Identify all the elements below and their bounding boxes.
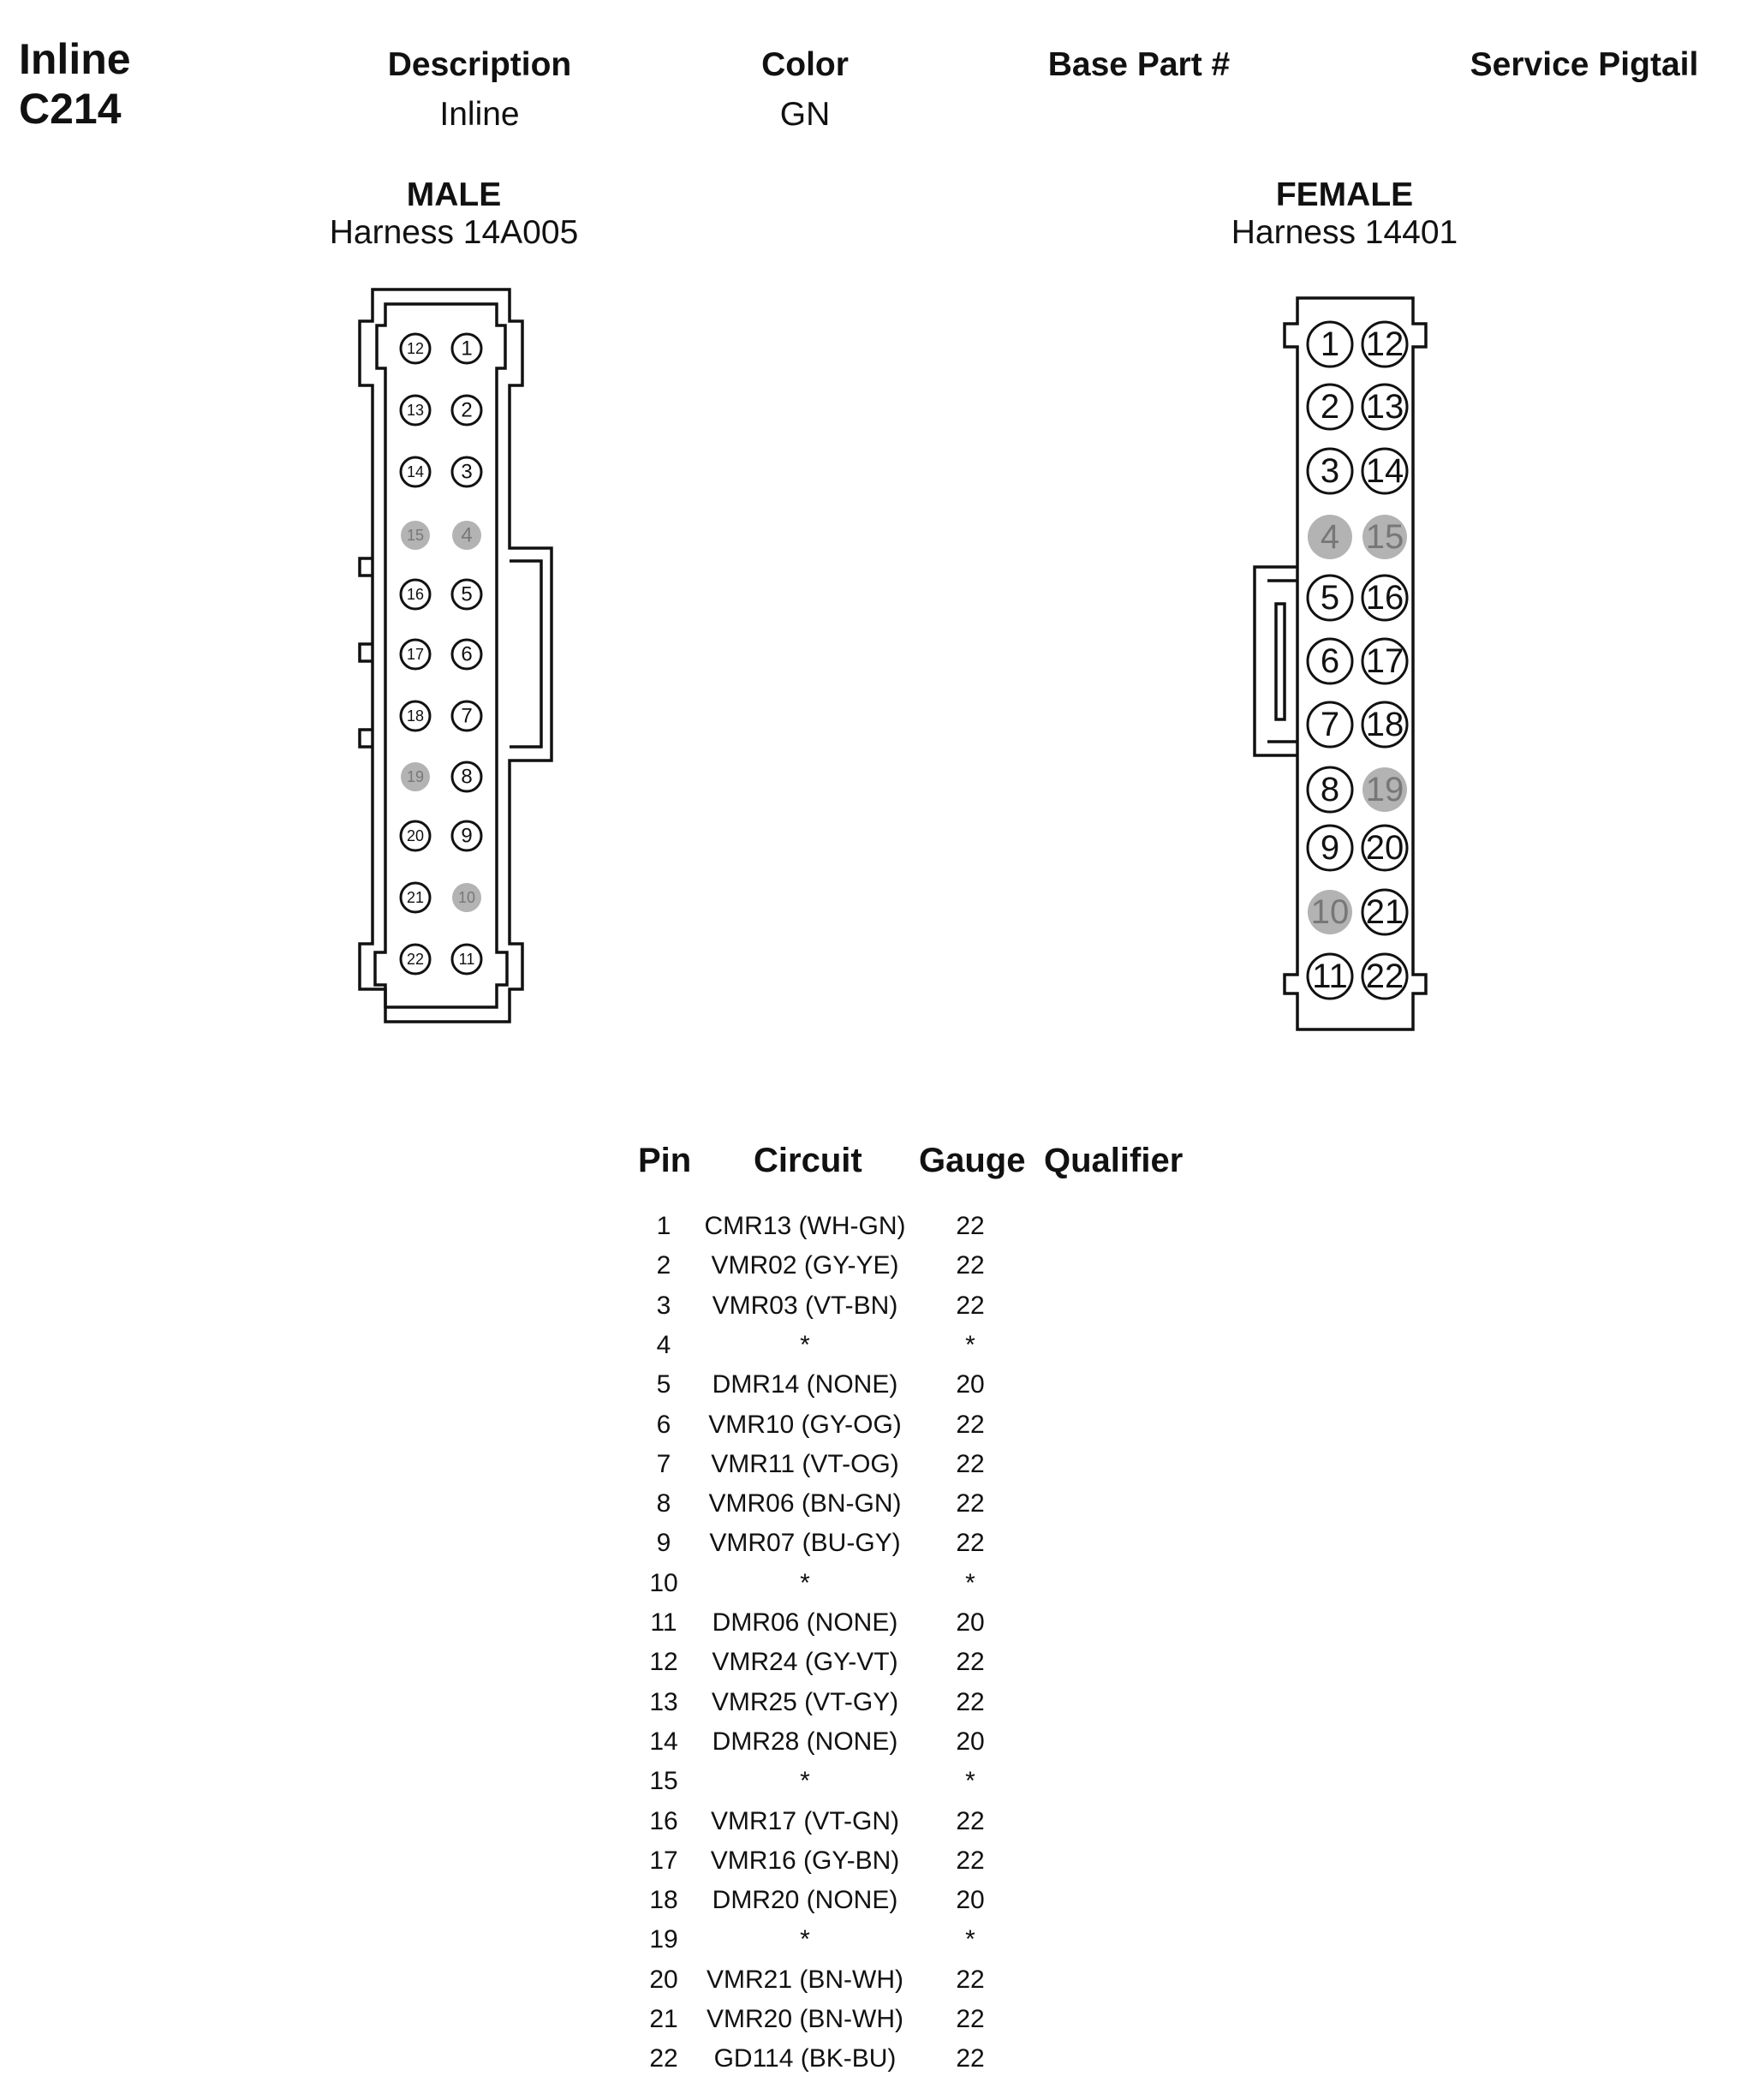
- female-pin-18: [1362, 702, 1407, 747]
- male-pin-number: 3: [461, 460, 473, 484]
- pin-column-header: Pin: [638, 1142, 692, 1179]
- female-pin-21: [1362, 890, 1407, 934]
- pin-cell: 12: [649, 1648, 678, 1677]
- female-pin-1: [1308, 322, 1352, 367]
- male-pin-17: [401, 640, 430, 669]
- female-pin-number: 9: [1320, 829, 1340, 867]
- male-pin-7: [452, 701, 481, 731]
- male-pin-18: [401, 701, 430, 731]
- female-pin-number: 21: [1365, 893, 1404, 931]
- female-pin-20: [1362, 826, 1407, 870]
- pin-cell: 4: [656, 1330, 671, 1359]
- female-pin-12: [1362, 322, 1407, 367]
- female-pin-13: [1362, 385, 1407, 429]
- pin-cell: 16: [649, 1806, 678, 1835]
- pin-cell: 2: [656, 1251, 671, 1280]
- female-pin-16: [1362, 576, 1407, 620]
- female-pin-number: 20: [1365, 829, 1404, 867]
- pin-cell: 10: [649, 1568, 678, 1597]
- female-pin-number: 10: [1310, 893, 1350, 931]
- male-pin-6: [452, 640, 481, 669]
- female-pin-4: [1308, 515, 1352, 559]
- circuit-cell: VMR25 (VT-GY): [711, 1687, 899, 1716]
- pin-cell: 5: [656, 1370, 671, 1399]
- circuit-cell: VMR17 (VT-GN): [710, 1806, 900, 1835]
- female-pin-19: [1362, 767, 1407, 812]
- circuit-cell: VMR16 (GY-BN): [710, 1846, 900, 1875]
- female-pin-number: 4: [1320, 518, 1340, 556]
- female-pin-number: 1: [1320, 325, 1340, 363]
- gauge-cell: 20: [956, 1608, 985, 1637]
- gauge-cell: 22: [956, 1212, 985, 1240]
- gauge-column-header: Gauge: [919, 1142, 1026, 1179]
- gauge-cell: 20: [956, 1370, 985, 1399]
- circuit-cell: VMR07 (BU-GY): [709, 1529, 901, 1558]
- circuit-cell: *: [800, 1925, 810, 1954]
- female-pin-number: 14: [1365, 452, 1404, 490]
- circuit-cell: CMR13 (WH-GN): [704, 1212, 906, 1240]
- female-pin-17: [1362, 639, 1407, 683]
- gauge-cell: 22: [956, 1291, 985, 1320]
- male-pin-16: [401, 580, 430, 609]
- female-pin-22: [1362, 954, 1407, 999]
- base-part-header: Base Part #: [1047, 46, 1231, 83]
- description-header: Description: [387, 46, 572, 83]
- gauge-cell: 22: [956, 2005, 985, 2033]
- female-pin-number: 2: [1320, 388, 1340, 426]
- male-pin-number: 19: [406, 768, 425, 785]
- female-pin-number: 15: [1365, 518, 1404, 556]
- gauge-cell: 22: [956, 1648, 985, 1677]
- circuit-cell: DMR06 (NONE): [712, 1608, 898, 1637]
- male-pin-2: [452, 396, 481, 425]
- gauge-cell: 22: [956, 1251, 985, 1280]
- gauge-cell: 22: [956, 2044, 985, 2073]
- male-pin-number: 17: [406, 646, 425, 663]
- male-pin-number: 7: [461, 704, 473, 728]
- female-pin-number: 6: [1320, 642, 1340, 680]
- female-pin-number: 16: [1365, 579, 1404, 617]
- circuit-cell: GD114 (BK-BU): [713, 2044, 897, 2073]
- pin-cell: 11: [650, 1608, 677, 1637]
- male-pin-1: [452, 334, 481, 363]
- male-pin-number: 2: [461, 398, 473, 422]
- female-pin-8: [1308, 767, 1352, 812]
- male-pin-9: [452, 821, 481, 850]
- male-pin-13: [401, 396, 430, 425]
- gauge-cell: 20: [956, 1727, 985, 1756]
- pin-cell: 7: [656, 1449, 671, 1478]
- female-pin-number: 3: [1320, 452, 1340, 490]
- female-pin-number: 13: [1365, 388, 1404, 426]
- pin-cell: 13: [649, 1687, 678, 1716]
- connector-id: C214: [19, 85, 122, 133]
- female-pin-14: [1362, 449, 1407, 493]
- male-pin-5: [452, 580, 481, 609]
- male-pin-19: [401, 762, 430, 791]
- male-pin-number: 13: [406, 402, 425, 419]
- male-pin-15: [401, 521, 430, 550]
- male-pin-10: [452, 883, 481, 912]
- male-pin-21: [401, 883, 430, 912]
- male-pin-number: 1: [461, 337, 473, 361]
- female-harness: Harness 14401: [1231, 214, 1458, 251]
- pin-cell: 21: [649, 2005, 678, 2033]
- circuit-cell: DMR14 (NONE): [712, 1370, 898, 1399]
- gauge-cell: 22: [956, 1489, 985, 1518]
- pin-cell: 19: [649, 1925, 678, 1954]
- connector-type: Inline: [19, 35, 131, 83]
- pin-cell: 1: [656, 1212, 671, 1240]
- male-title: MALE: [406, 176, 502, 213]
- pin-cell: 9: [656, 1529, 671, 1558]
- gauge-cell: 22: [956, 1529, 985, 1558]
- male-pin-number: 8: [461, 765, 473, 789]
- female-pin-number: 19: [1365, 771, 1404, 808]
- male-pin-14: [401, 457, 430, 486]
- gauge-cell: *: [965, 1767, 975, 1796]
- male-pin-number: 6: [461, 642, 473, 666]
- male-pin-number: 22: [406, 951, 425, 968]
- gauge-cell: 22: [956, 1806, 985, 1835]
- female-pin-2: [1308, 385, 1352, 429]
- male-pin-number: 18: [406, 707, 425, 725]
- gauge-cell: 20: [956, 1886, 985, 1915]
- male-pin-number: 10: [457, 889, 476, 906]
- female-pin-number: 17: [1365, 642, 1404, 680]
- female-pin-5: [1308, 576, 1352, 620]
- female-pin-7: [1308, 702, 1352, 747]
- circuit-cell: DMR28 (NONE): [712, 1727, 898, 1756]
- male-pin-number: 15: [406, 527, 425, 544]
- circuit-column-header: Circuit: [754, 1142, 862, 1179]
- circuit-cell: VMR03 (VT-BN): [712, 1291, 898, 1320]
- circuit-cell: VMR10 (GY-OG): [708, 1410, 902, 1439]
- circuit-cell: *: [800, 1568, 810, 1597]
- gauge-cell: *: [965, 1925, 975, 1954]
- female-pin-number: 11: [1312, 958, 1348, 995]
- gauge-cell: 22: [956, 1965, 985, 1994]
- female-pin-layer: [1308, 322, 1407, 999]
- male-pin-number: 5: [461, 582, 473, 606]
- male-pin-3: [452, 457, 481, 486]
- male-pin-8: [452, 762, 481, 791]
- circuit-cell: VMR24 (GY-VT): [712, 1648, 898, 1677]
- gauge-cell: *: [965, 1568, 975, 1597]
- female-pin-number: 7: [1320, 706, 1340, 743]
- gauge-cell: 22: [956, 1410, 985, 1439]
- male-pin-number: 21: [406, 889, 425, 906]
- male-pin-22: [401, 945, 430, 974]
- pin-cell: 6: [656, 1410, 671, 1439]
- pin-cell: 15: [649, 1767, 678, 1796]
- male-pin-number: 12: [406, 340, 425, 357]
- color-value: GN: [779, 96, 831, 133]
- service-pigtail-header: Service Pigtail: [1470, 46, 1699, 83]
- circuit-cell: *: [800, 1330, 810, 1359]
- pin-cell: 22: [649, 2044, 678, 2073]
- color-header: Color: [761, 46, 849, 83]
- male-pin-20: [401, 821, 430, 850]
- male-pin-number: 14: [406, 463, 425, 480]
- pin-cell: 14: [649, 1727, 678, 1756]
- male-pin-12: [401, 334, 430, 363]
- circuit-cell: DMR20 (NONE): [712, 1886, 898, 1915]
- female-pin-9: [1308, 826, 1352, 870]
- male-harness: Harness 14A005: [329, 214, 579, 251]
- male-pin-layer: [401, 334, 481, 974]
- pin-cell: 18: [649, 1886, 678, 1915]
- female-pin-15: [1362, 515, 1407, 559]
- pin-cell: 3: [656, 1291, 671, 1320]
- pin-cell: 20: [649, 1965, 678, 1994]
- circuit-cell: VMR21 (BN-WH): [707, 1965, 903, 1994]
- pin-cell: 17: [649, 1846, 678, 1875]
- male-pin-number: 11: [458, 951, 475, 968]
- male-pin-number: 9: [461, 824, 473, 848]
- circuit-cell: VMR06 (BN-GN): [708, 1489, 902, 1518]
- male-pin-number: 16: [406, 586, 425, 603]
- female-pin-number: 22: [1365, 958, 1404, 995]
- female-pin-10: [1308, 890, 1352, 934]
- male-pin-number: 20: [406, 827, 425, 844]
- circuit-cell: VMR11 (VT-OG): [711, 1449, 899, 1478]
- description-value: Inline: [439, 96, 520, 133]
- circuit-cell: *: [800, 1767, 810, 1796]
- female-pin-number: 18: [1365, 706, 1404, 743]
- female-title: FEMALE: [1275, 176, 1414, 213]
- gauge-cell: 22: [956, 1449, 985, 1478]
- female-pin-number: 12: [1365, 325, 1404, 363]
- male-pin-11: [452, 945, 481, 974]
- male-pin-number: 4: [461, 523, 473, 547]
- female-pin-number: 8: [1320, 771, 1340, 808]
- gauge-cell: 22: [956, 1687, 985, 1716]
- female-pin-6: [1308, 639, 1352, 683]
- gauge-cell: *: [965, 1330, 975, 1359]
- pin-cell: 8: [656, 1489, 671, 1518]
- male-pin-4: [452, 521, 481, 550]
- circuit-cell: VMR20 (BN-WH): [707, 2005, 903, 2033]
- female-pin-number: 5: [1320, 579, 1340, 617]
- circuit-cell: VMR02 (GY-YE): [711, 1251, 899, 1280]
- qualifier-column-header: Qualifier: [1044, 1142, 1184, 1179]
- gauge-cell: 22: [956, 1846, 985, 1875]
- female-pin-11: [1308, 954, 1352, 999]
- female-pin-3: [1308, 449, 1352, 493]
